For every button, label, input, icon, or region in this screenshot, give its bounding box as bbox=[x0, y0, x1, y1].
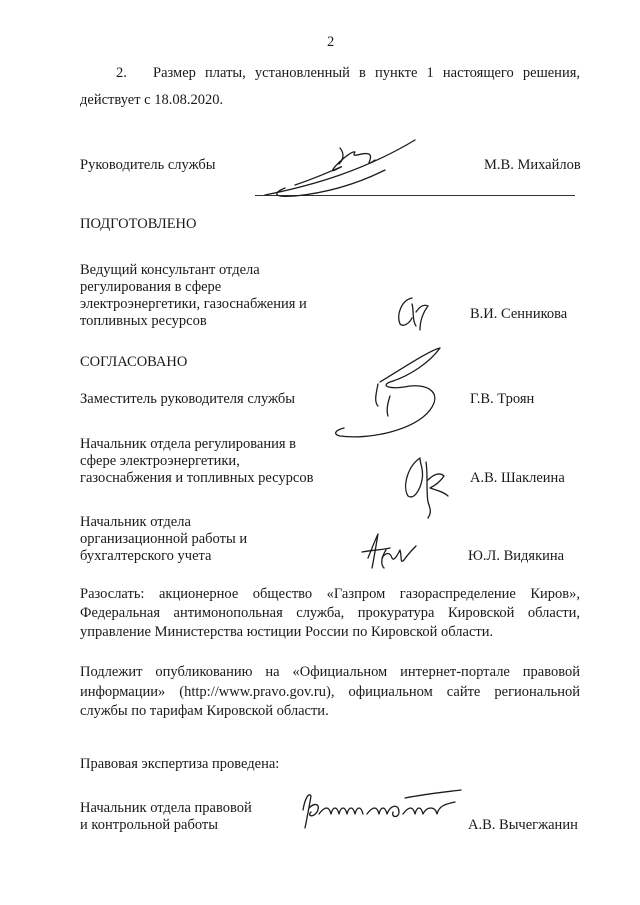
legal-title-line-1: Начальник отдела правовой bbox=[80, 800, 252, 816]
agreed-signer-3-title-line-3: бухгалтерского учета bbox=[80, 548, 212, 564]
agreed-signer-1-name: Г.В. Троян bbox=[470, 391, 535, 407]
agreed-signer-2-title-line-1: Начальник отдела регулирования в bbox=[80, 436, 297, 452]
agreed-signer-2-signature bbox=[398, 450, 458, 520]
distribution-line-1: Разослать: акционерное общество «Газпром газораспределение Киров», bbox=[80, 586, 580, 602]
agreed-signer-3-signature bbox=[356, 528, 426, 576]
prepared-name: В.И. Сенникова bbox=[470, 306, 568, 322]
page-number: 2 bbox=[327, 34, 335, 50]
prepared-signature bbox=[390, 292, 435, 334]
item-text-line-2: действует с 18.08.2020. bbox=[80, 92, 224, 108]
publication-line-2: информации» (http://www.pravo.gov.ru), официальном сайте региональной bbox=[80, 684, 580, 700]
distribution-line-3: управление Министерства юстиции России по Кировской области. bbox=[80, 624, 494, 640]
prepared-title-line-2: регулирования в сфере bbox=[80, 279, 222, 295]
prepared-title-line-3: электроэнергетики, газоснабжения и bbox=[80, 296, 307, 312]
item-number: 2. bbox=[116, 65, 127, 81]
prepared-heading: ПОДГОТОВЛЕНО bbox=[80, 216, 197, 232]
agreed-signer-3-title-line-1: Начальник отдела bbox=[80, 514, 191, 530]
distribution-line-2: Федеральная антимонопольная служба, прокуратура Кировской области, bbox=[80, 605, 580, 621]
prepared-title-line-4: топливных ресурсов bbox=[80, 313, 207, 329]
legal-name: А.В. Вычегжанин bbox=[468, 817, 578, 833]
legal-heading: Правовая экспертиза проведена: bbox=[80, 756, 280, 772]
head-title: Руководитель службы bbox=[80, 157, 216, 173]
prepared-title-line-1: Ведущий консультант отдела bbox=[80, 262, 260, 278]
agreed-signer-3-title-line-2: организационной работы и bbox=[80, 531, 248, 547]
head-name: М.В. Михайлов bbox=[484, 157, 581, 173]
agreed-heading: СОГЛАСОВАНО bbox=[80, 354, 188, 370]
head-signature bbox=[255, 130, 420, 205]
item-text-line-1: Размер платы, установленный в пункте 1 настоящего решения, bbox=[153, 65, 580, 81]
agreed-signer-1-title: Заместитель руководителя службы bbox=[80, 391, 296, 407]
agreed-signer-1-signature bbox=[330, 340, 460, 450]
legal-title-line-2: и контрольной работы bbox=[80, 817, 218, 833]
agreed-signer-2-name: А.В. Шаклеина bbox=[470, 470, 565, 486]
publication-line-3: службы по тарифам Кировской области. bbox=[80, 703, 329, 719]
agreed-signer-2-title-line-3: газоснабжения и топливных ресурсов bbox=[80, 470, 314, 486]
publication-line-1: Подлежит опубликованию на «Официальном интернет-портале правовой bbox=[80, 664, 580, 680]
agreed-signer-3-name: Ю.Л. Видякина bbox=[468, 548, 565, 564]
agreed-signer-2-title-line-2: сфере электроэнергетики, bbox=[80, 453, 240, 469]
legal-signature bbox=[295, 784, 465, 834]
